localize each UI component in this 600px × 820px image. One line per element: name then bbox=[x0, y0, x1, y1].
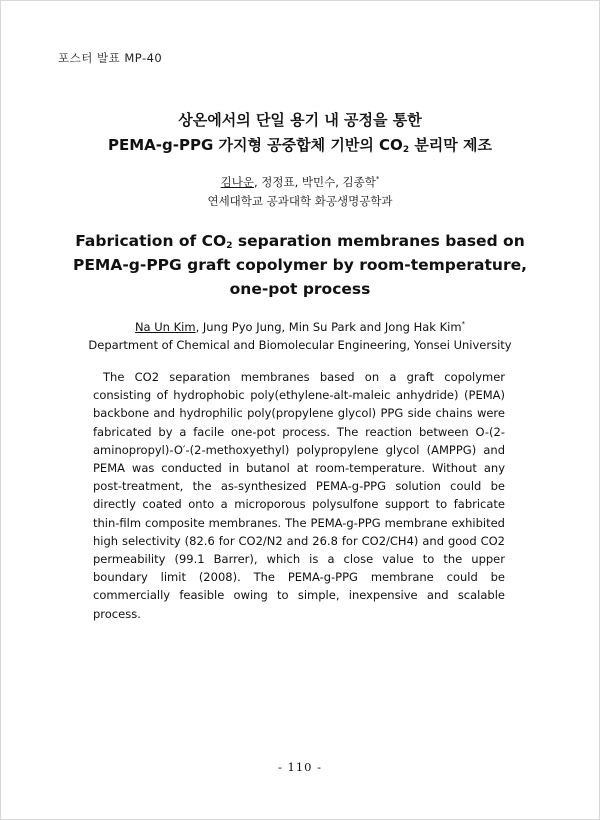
english-first-author: Na Un Kim bbox=[134, 320, 196, 334]
english-title-line-1: Fabrication of $CO_2$ separation membranes based on bbox=[75, 232, 525, 251]
korean-first-author: 김나운 bbox=[220, 175, 254, 189]
korean-authors: 김나운, 정정표, 박민수, 김종학* bbox=[220, 175, 380, 189]
english-title-line-3: one-pot process bbox=[229, 280, 371, 298]
korean-authors-block bbox=[0, 173, 600, 211]
session-label: 포스터 발표 MP-40 bbox=[58, 51, 163, 65]
korean-title-line-2: PEMA-g-PPG 가지형 공중합체 기반의 $CO_2$ 분리막 제조 bbox=[108, 136, 492, 155]
english-authors-block bbox=[0, 318, 600, 354]
korean-title bbox=[0, 108, 600, 158]
english-authors: Na Un Kim, Jung Pyo Jung, Min Su Park and Jong Hak Kim* bbox=[134, 320, 466, 334]
english-affiliation: Department of Chemical and Biomolecular Engineering, Yonsei University bbox=[88, 338, 512, 352]
korean-title-line-1: 상온에서의 단일 용기 내 공정을 통한 bbox=[178, 111, 422, 129]
english-title-line-2: PEMA-g-PPG graft copolymer by room-temperature, bbox=[72, 256, 527, 274]
english-title bbox=[0, 229, 600, 301]
corresponding-mark: * bbox=[375, 175, 380, 184]
corresponding-mark: * bbox=[461, 320, 466, 329]
page-number: - 110 - bbox=[277, 760, 323, 774]
abstract-paragraph: The CO2 separation membranes based on a graft copolymer consisting of hydrophobic poly(ethylene-alt-maleic anhydride) (PEMA) backbone and hydrophilic poly(propylene glycol) PPG side chains were fabricated by a facile one-pot process. The reaction between O-(2-aminopropyl)-O′-(2-methoxyethyl) polypropylene glycol (AMPPG) and PEMA was conducted in butanol at room-temperature. Without any post-treatment, the as-synthesized PEMA-g-PPG solution could be directly coated onto a microporous polysulfone support to fabricate thin-film composite membranes. The PEMA-g-PPG membrane exhibited high selectivity (82.6 for CO2/N2 and 26.8 for CO2/CH4) and good CO2 permeability (99.1 Barrer), which is a close value to the upper boundary limit (2008). The PEMA-g-PPG membrane could be commercially feasible owing to simple, inexpensive and scalable process. bbox=[93, 370, 505, 621]
korean-affiliation: 연세대학교 공과대학 화공생명공학과 bbox=[207, 194, 393, 208]
